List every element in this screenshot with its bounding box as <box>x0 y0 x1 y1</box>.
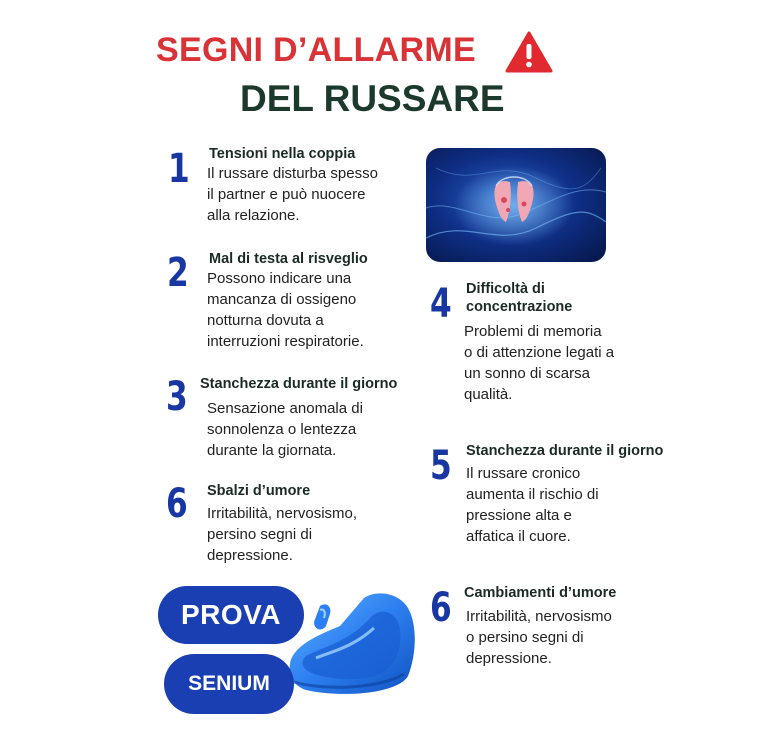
item-title: Stanchezza durante il giorno <box>466 443 664 459</box>
item-number: 1 <box>168 146 190 192</box>
headline-line-1: SEGNI D’ALLARME <box>156 31 476 69</box>
item-number: 6 <box>166 481 188 527</box>
item-number: 4 <box>430 281 452 327</box>
senium-button[interactable]: SENIUM <box>164 654 294 714</box>
headline-line-2: DEL RUSSARE <box>240 78 505 119</box>
item-description: Sensazione anomala di sonnolenza o lentezza durante la giornata. <box>207 400 363 459</box>
warning-triangle-icon <box>505 30 553 74</box>
item-title: Cambiamenti d’umore <box>464 585 617 601</box>
prova-button[interactable]: PROVA <box>158 586 304 644</box>
item-title: Sbalzi d’umore <box>207 483 311 499</box>
item-number: 6 <box>430 585 452 631</box>
item-description: Irritabilità, nervosismo o persino segni di depressione. <box>466 608 612 667</box>
item-number: 3 <box>166 374 188 420</box>
item-title: Mal di testa al risveglio <box>209 251 368 267</box>
item-description: Irritabilità, nervosismo, persino segni di depressione. <box>207 505 358 564</box>
item-title: Tensioni nella coppia <box>209 146 356 162</box>
item-number: 5 <box>430 443 452 489</box>
throat-illustration <box>426 148 606 262</box>
item-number: 2 <box>167 250 189 296</box>
item-title: Stanchezza durante il giorno <box>200 376 398 392</box>
item-title: Difficoltà di concentrazione <box>466 281 573 315</box>
item-description: Problemi di memoria o di attenzione legati a un sonno di scarsa qualità. <box>464 323 615 403</box>
item-description: Il russare cronico aumenta il rischio di pressione alta e affatica il cuore. <box>466 465 599 545</box>
item-description: Il russare disturba spesso il partner e può nuocere alla relazione. <box>207 165 378 224</box>
item-description: Possono indicare una mancanza di ossigeno notturna dovuta a interruzioni respiratorie. <box>207 270 364 350</box>
